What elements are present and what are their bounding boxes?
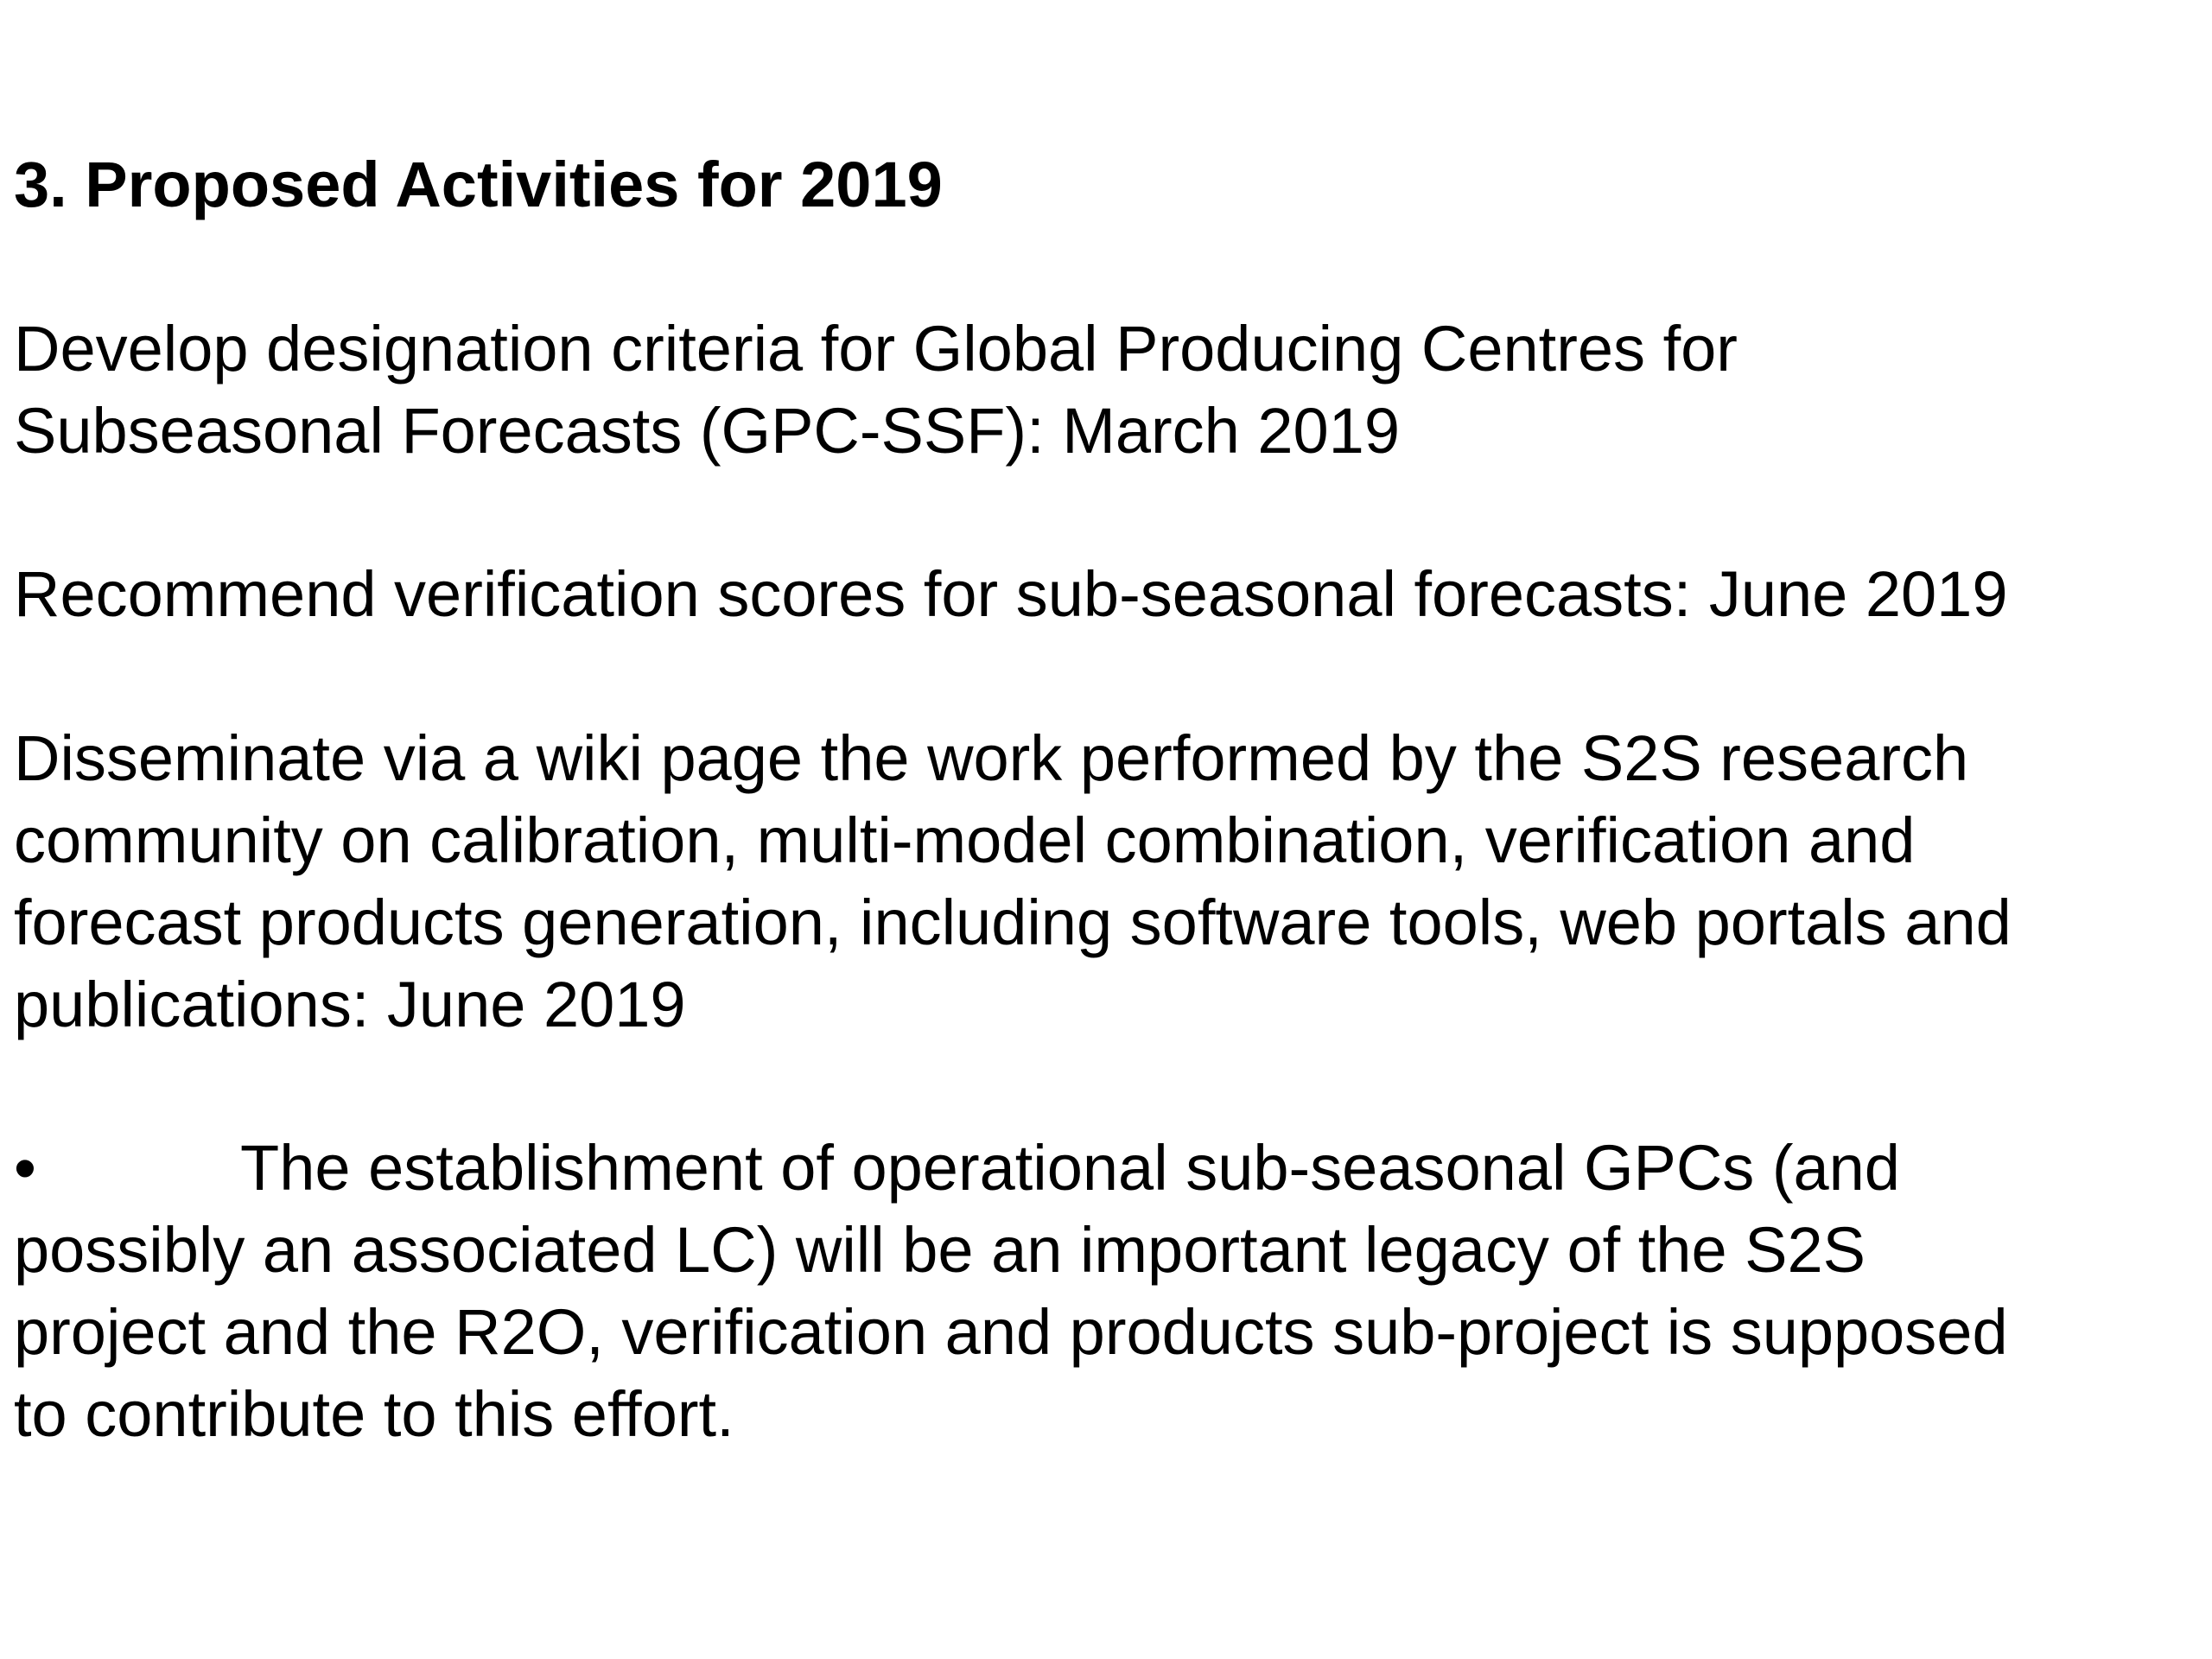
paragraph-line: Recommend verification scores for sub-seasonal forecasts: June 2019 <box>14 558 2008 630</box>
paragraph-line: possibly an associated LC) will be an important legacy of the S2S <box>14 1214 1866 1286</box>
paragraph-line: forecast products generation, including software tools, web portals and <box>14 887 2012 958</box>
paragraph-line: Disseminate via a wiki page the work performed by the S2S research <box>14 722 1969 794</box>
paragraph-line: project and the R2O, verification and products sub-project is supposed <box>14 1296 2008 1368</box>
paragraph-verification-scores <box>14 553 2007 635</box>
bullet-text: The establishment of operational sub-seasonal GPCs (and <box>240 1132 1900 1204</box>
document-page <box>14 0 2191 1659</box>
paragraph-line: publications: June 2019 <box>14 969 686 1040</box>
bullet-marker: • <box>14 1132 36 1204</box>
paragraph-line: Subseasonal Forecasts (GPC-SSF): March 2019 <box>14 395 1400 467</box>
paragraph-line: Develop designation criteria for Global Producing Centres for <box>14 313 1738 385</box>
paragraph-wiki-dissemination <box>14 717 2012 1046</box>
paragraph-line: community on calibration, multi-model combination, verification and <box>14 804 1916 876</box>
paragraph-designation-criteria <box>14 308 1738 472</box>
bullet-paragraph-gpc-legacy <box>14 1127 2008 1455</box>
paragraph-line: to contribute to this effort. <box>14 1378 734 1450</box>
bullet-first-line <box>14 1127 2008 1209</box>
section-heading: 3. Proposed Activities for 2019 <box>14 149 943 220</box>
